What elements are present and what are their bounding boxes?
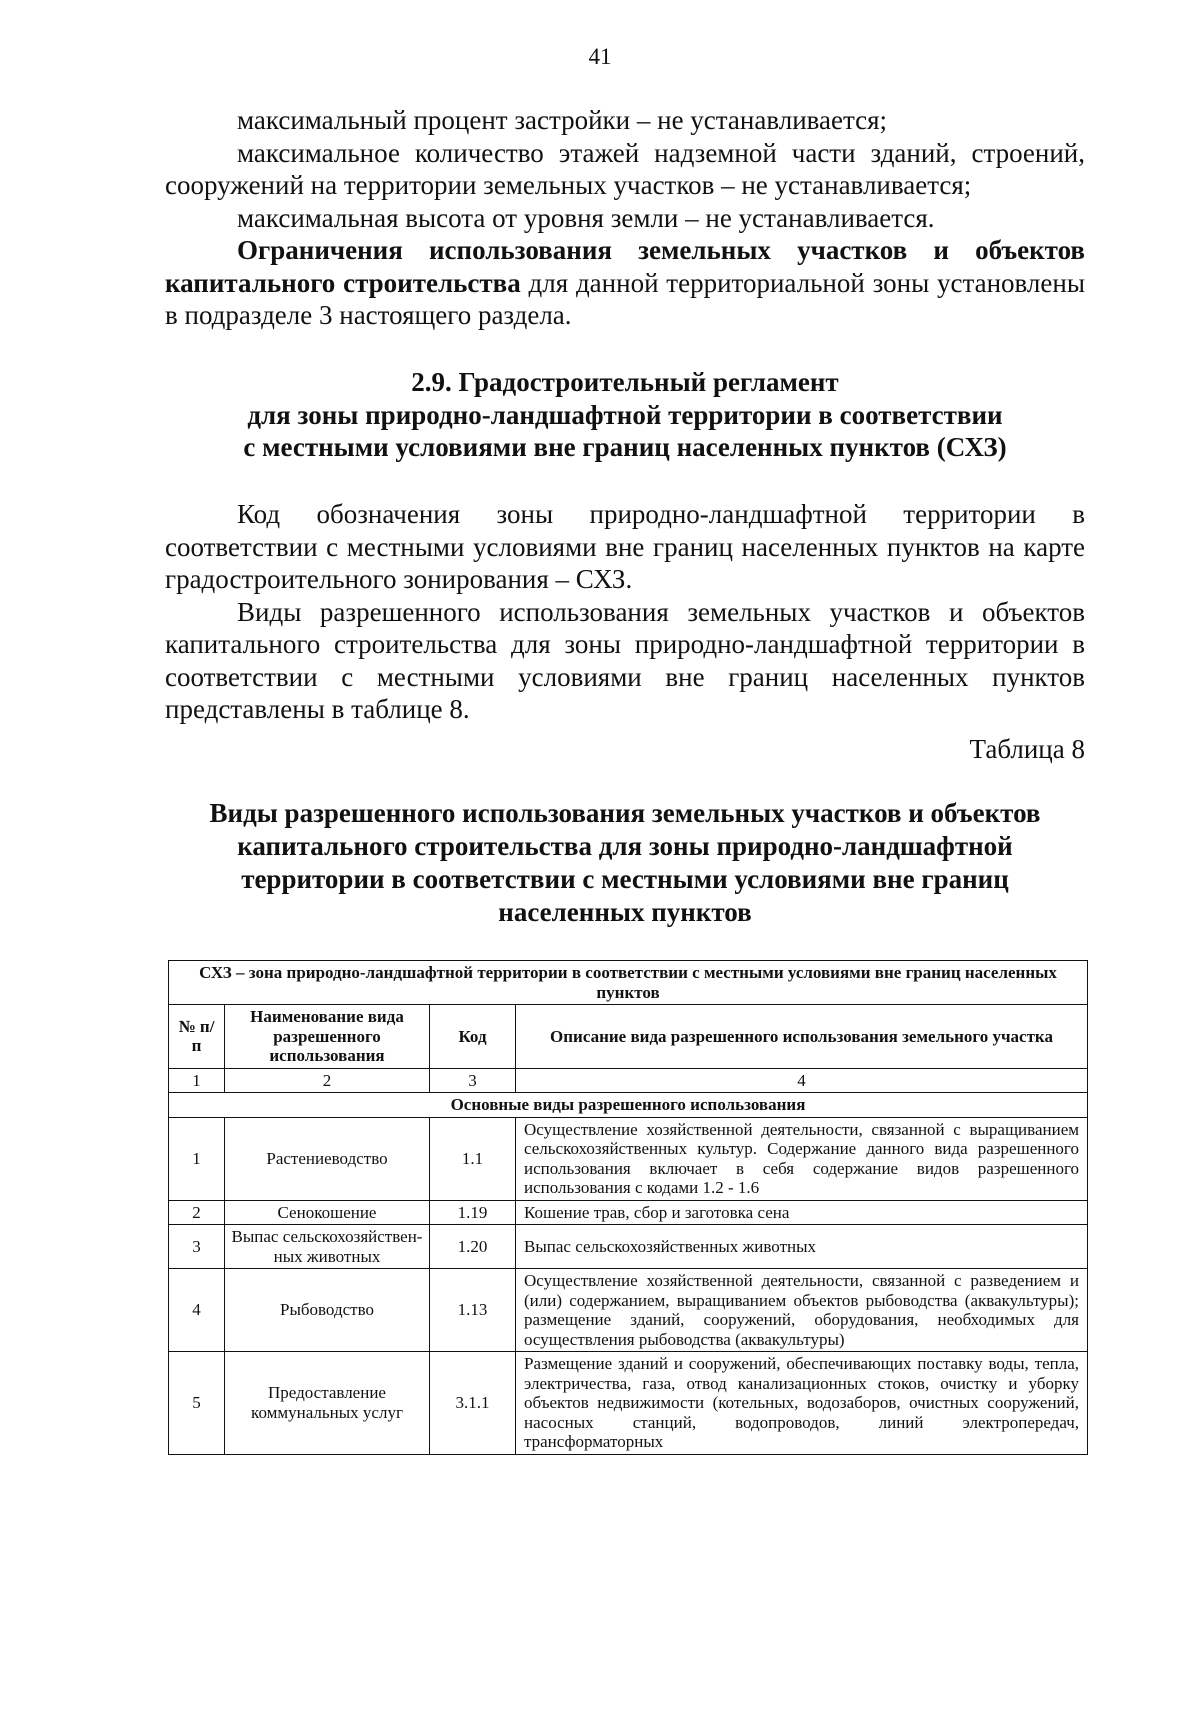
row-number-cell: 3: [169, 1225, 225, 1269]
row-number-cell: 1: [169, 1117, 225, 1200]
row-code-cell: 1.13: [430, 1269, 516, 1352]
page-number: 41: [588, 44, 612, 69]
row-description-cell: Кошение трав, сбор и заготовка сена: [516, 1200, 1088, 1225]
row-description-cell: Осуществление хозяйственной деятельности, связанной с разведением и (или) содержанием, выращиванием объектов рыбоводства (аквакультуры); размещение зданий, сооружений, оборудования, необходимых для осуществления рыбоводства (аквакультуры): [516, 1269, 1088, 1352]
table-row: [169, 1117, 1088, 1200]
row-code-cell: 3.1.1: [430, 1352, 516, 1455]
section-heading-line: 2.9. Градостроительный регламент: [411, 367, 839, 397]
paragraph: Код обозначения зоны природно-ландшафтной территории в соответствии с местными условиями вне границ населенных пунктов на карте градостроительного зонирования – СХЗ.: [165, 499, 1085, 594]
column-number-cell: 3: [430, 1068, 516, 1093]
header-cell-desc: Описание вида разрешенного использования земельного участка: [516, 1005, 1088, 1069]
row-name-cell: Сенокошение: [225, 1200, 430, 1225]
paragraph: Виды разрешенного использования земельных участков и объектов капитального строительства для зоны природно-ландшафтной территории в соответствии с местными условиями вне границ населенных пунктов представлены в таблице 8.: [165, 596, 1085, 724]
column-number-cell: 2: [225, 1068, 430, 1093]
zone-header-cell: СХЗ – зона природно-ландшафтной территории в соответствии с местными условиями вне границ населенных пунктов: [169, 961, 1088, 1005]
restrictions-rest: для данной территориальной зоны установлены в подразделе 3 настоящего раздела.: [165, 267, 1085, 330]
table-header-row: [169, 1005, 1088, 1069]
column-number-cell: 4: [516, 1068, 1088, 1093]
row-name-cell: Растениеводство: [225, 1117, 430, 1200]
row-code-cell: 1.19: [430, 1200, 516, 1225]
header-cell-code: Код: [430, 1005, 516, 1069]
row-name-cell: Предоставление коммунальных услуг: [225, 1352, 430, 1455]
row-name-cell: Рыбоводство: [225, 1269, 430, 1352]
intro-block: [165, 104, 1085, 332]
intro-line: максимальный процент застройки – не устанавливается;: [237, 105, 888, 135]
row-description-cell: Выпас сельскохозяйственных животных: [516, 1225, 1088, 1269]
zone-description-block: [165, 498, 1085, 726]
row-name-cell: Выпас сельскохозяйствен-ных животных: [225, 1225, 430, 1269]
zoning-table: [168, 960, 1088, 1455]
table-title: Виды разрешенного использования земельных участков и объектов капитального строительства для зоны природно-ландшафтной территории в соответствии с местными условиями вне границ населенных пунктов: [209, 798, 1041, 927]
section-heading: [165, 366, 1085, 464]
table-column-number-row: [169, 1068, 1088, 1093]
intro-line: максимальное количество этажей надземной части зданий, строений, сооружений на территории земельных участков – не устанавливается;: [165, 137, 1085, 200]
restrictions-bold: Ограничения использования земельных участков и объектов капитального строительства: [165, 235, 1085, 298]
header-cell-num: № п/п: [169, 1005, 225, 1069]
row-number-cell: 2: [169, 1200, 225, 1225]
column-number-cell: 1: [169, 1068, 225, 1093]
row-code-cell: 1.20: [430, 1225, 516, 1269]
row-number-cell: 4: [169, 1269, 225, 1352]
section-label-cell: Основные виды разрешенного использования: [169, 1093, 1088, 1118]
table-row: [169, 1352, 1088, 1455]
table-section-row: [169, 1093, 1088, 1118]
row-number-cell: 5: [169, 1352, 225, 1455]
row-description-cell: Осуществление хозяйственной деятельности, связанной с выращиванием сельскохозяйственных культур. Содержание данного вида разрешенного использования включает в себя содержание видов разрешенного использования с кодами 1.2 - 1.6: [516, 1117, 1088, 1200]
table-row: [169, 1225, 1088, 1269]
table-label: Таблица 8: [969, 734, 1085, 764]
restrictions-paragraph: [165, 234, 1085, 332]
table-zone-header-row: [169, 961, 1088, 1005]
section-heading-line: для зоны природно-ландшафтной территории в соответствии: [247, 399, 1003, 430]
section-heading-line: с местными условиями вне границ населенных пунктов (СХЗ): [243, 432, 1007, 462]
table-row: [169, 1200, 1088, 1225]
intro-line: максимальная высота от уровня земли – не устанавливается.: [237, 202, 935, 233]
row-code-cell: 1.1: [430, 1117, 516, 1200]
row-description-cell: Размещение зданий и сооружений, обеспечивающих поставку воды, тепла, электричества, газа, отвод канализационных стоков, очистку и уборку объектов недвижимости (котельных, водозаборов, очистных сооружений, насосных станций, водопроводов, линий электропередач, трансформаторных: [516, 1352, 1088, 1455]
header-cell-name: Наименование вида разрешенного использования: [225, 1005, 430, 1069]
table-row: [169, 1269, 1088, 1352]
